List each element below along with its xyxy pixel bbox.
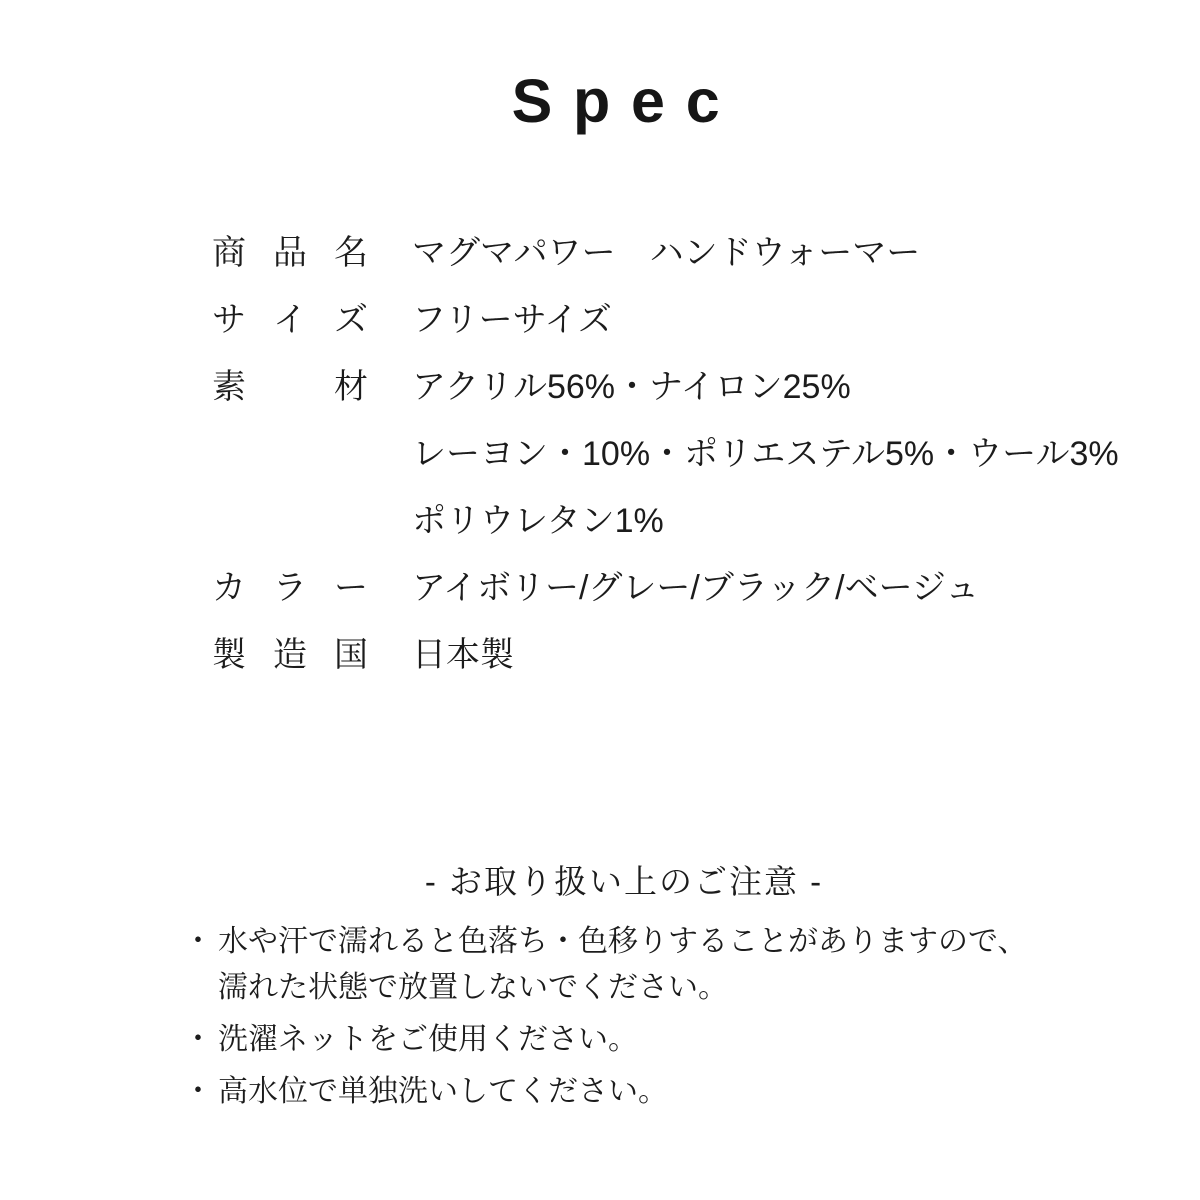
spec-label: 商 品 名 [212,234,368,272]
spec-value: アイボリー/グレー/ブラック/ベージュ [412,569,980,607]
spec-value: ポリウレタン1% [412,502,664,540]
spec-value: アクリル56%・ナイロン25% [412,368,851,406]
note-text [218,1017,638,1063]
spec-label: 製 造 国 [212,636,368,674]
list-item [183,1069,1027,1115]
bullet-icon: ・ [183,1023,213,1056]
list-item [183,1017,1027,1063]
spec-row-product-name [212,216,1119,283]
spec-row-color [212,551,1119,618]
care-notes-list [183,919,1027,1115]
note-line: 洗濯ネットをご使用ください。 [218,1023,638,1056]
spec-value: マグマパワー ハンドウォーマー [412,234,921,272]
spec-row-country [212,618,1119,685]
spec-row-material-cont [212,484,1119,551]
page-title: Spec [511,67,741,135]
spec-value: レーヨン・10%・ポリエステル5%・ウール3% [412,435,1119,473]
spec-value: フリーサイズ [412,301,612,339]
spec-row-material [212,350,1119,417]
spec-row-size [212,283,1119,350]
spec-label: 素 材 [212,368,368,406]
note-text [218,919,1027,1011]
spec-value: 日本製 [412,636,514,674]
care-notes-heading: - お取り扱い上のご注意 - [424,863,824,900]
note-line: 水や汗で濡れると色落ち・色移りすることがありますので、 [218,925,1028,958]
spec-label: サ イ ズ [212,301,368,339]
spec-label: カ ラ ー [212,569,368,607]
spec-table [212,216,1119,685]
bullet-icon: ・ [183,1075,213,1108]
spec-row-material-cont [212,417,1119,484]
note-line: 濡れた状態で放置しないでください。 [218,971,728,1004]
note-text [218,1069,668,1115]
bullet-icon: ・ [183,925,213,958]
list-item [183,919,1027,1011]
note-line: 高水位で単独洗いしてください。 [218,1075,668,1108]
